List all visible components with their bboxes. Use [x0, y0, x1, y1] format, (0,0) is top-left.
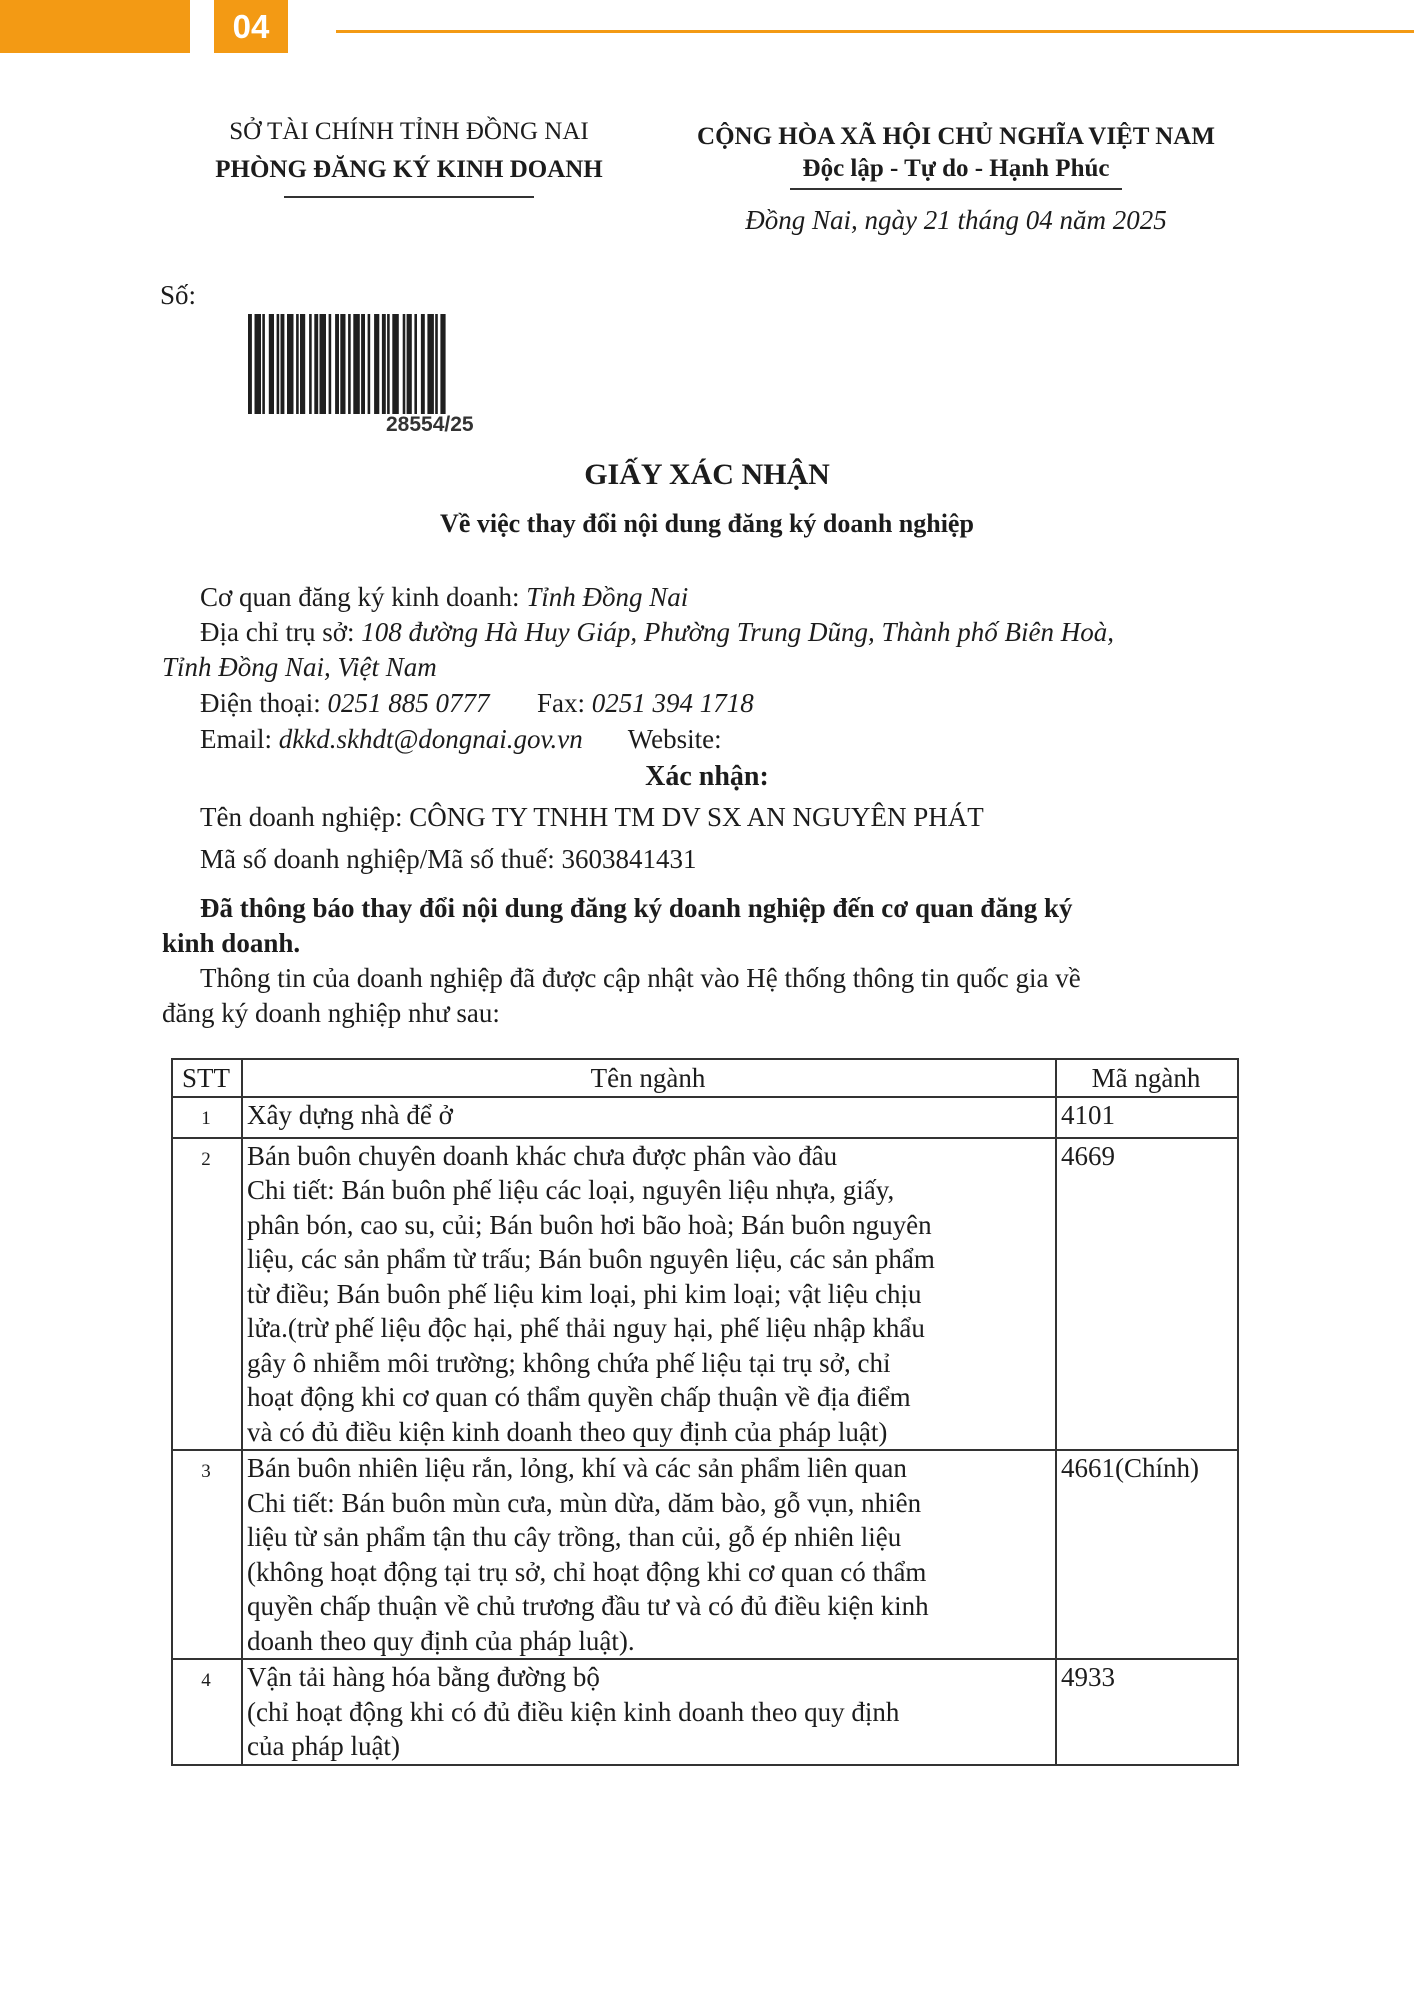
barcode-bar [382, 314, 386, 414]
row-industry-code: 4933 [1056, 1659, 1238, 1765]
issue-date: Đồng Nai, ngày 21 tháng 04 năm 2025 [745, 205, 1167, 235]
barcode-bar [348, 314, 351, 414]
industry-text-line: quyền chấp thuận về chủ trương đầu tư và có đủ điều kiện kinh [247, 1591, 929, 1621]
email-value: dkkd.skhdt@dongnai.gov.vn [278, 724, 583, 754]
row-industry-code: 4669 [1056, 1138, 1238, 1451]
agency-label: Cơ quan đăng ký kinh doanh: [200, 582, 520, 612]
barcode-bar [300, 314, 305, 414]
national-motto: Độc lập - Tự do - Hạnh Phúc [802, 155, 1110, 182]
agency-value: Tỉnh Đồng Nai [526, 582, 689, 612]
barcode-bar [287, 314, 294, 414]
industry-text-line: phân bón, cao su, củi; Bán buôn hơi bão hoà; Bán buôn nguyên [247, 1209, 932, 1240]
document-title: GIẤY XÁC NHẬN [584, 458, 830, 491]
address-label: Địa chỉ trụ sở: [200, 617, 355, 647]
phone-value: 0251 885 0777 [327, 688, 490, 718]
industry-text-line: Xây dựng nhà để ở [247, 1100, 453, 1130]
row-industry-name [242, 1138, 1056, 1451]
barcode-bar [353, 314, 360, 414]
barcode-bar [440, 314, 445, 414]
agency-name: SỞ TÀI CHÍNH TỈNH ĐỒNG NAI [229, 118, 589, 145]
col-header-name: Tên ngành [242, 1059, 1056, 1097]
barcode-bar [421, 314, 425, 414]
barcode-bar [435, 314, 438, 414]
country-name: CỘNG HÒA XÃ HỘI CHỦ NGHĨA VIỆT NAM [697, 123, 1215, 150]
phone-label: Điện thoại: [200, 688, 321, 718]
barcode-bar [281, 314, 285, 414]
industry-text-line: lửa.(trừ phế liệu độc hại, phế thải nguy hại, phế liệu nhập khẩu [247, 1313, 925, 1343]
notice-text: Đã thông báo thay đổi nội dung đăng ký doanh nghiệp đến cơ quan đăng ký [200, 893, 1073, 923]
barcode-bar [335, 314, 339, 414]
industry-text-line: của pháp luật) [247, 1731, 400, 1761]
confirmation-heading: Xác nhận: [645, 761, 769, 792]
barcode-bar [269, 314, 274, 414]
address-value-continued: Tỉnh Đồng Nai, Việt Nam [162, 652, 437, 682]
info-text-continued: đăng ký doanh nghiệp như sau: [162, 998, 500, 1028]
page-header-rule [336, 30, 1414, 33]
barcode-bar [309, 314, 312, 414]
barcode-bar [392, 314, 399, 414]
industry-text-line: doanh theo quy định của pháp luật). [247, 1625, 635, 1656]
table-header-row [172, 1059, 1238, 1097]
row-industry-name [242, 1097, 1056, 1138]
document-subtitle: Về việc thay đổi nội dung đăng ký doanh nghiệp [440, 509, 974, 538]
page-number-badge: 04 [214, 0, 288, 53]
row-industry-code: 4661(Chính) [1056, 1450, 1238, 1659]
barcode-bar [255, 314, 262, 414]
barcode-bar [374, 314, 379, 414]
barcode-bar [414, 314, 417, 414]
row-stt: 3 [172, 1450, 242, 1659]
email-line [200, 722, 722, 756]
agency-line [200, 580, 688, 614]
row-stt: 1 [172, 1097, 242, 1138]
barcode-bar [368, 314, 371, 414]
table-row [172, 1138, 1238, 1451]
industry-text-line: gây ô nhiễm môi trường; không chứa phế liệu tại trụ sở, chỉ [247, 1347, 891, 1378]
col-header-stt: STT [172, 1059, 242, 1097]
barcode-number: 28554/25 [386, 413, 474, 436]
barcode-bar [427, 314, 434, 414]
left-header-underline [284, 196, 534, 198]
barcode-bar [314, 314, 318, 414]
industry-text-line: từ điều; Bán buôn phế liệu kim loại, phi kim loại; vật liệu chịu [247, 1278, 922, 1309]
row-industry-code: 4101 [1056, 1097, 1238, 1138]
barcode-bar [277, 314, 280, 414]
doc-number-label: Số: [160, 280, 197, 310]
barcode-bar [361, 314, 365, 414]
industry-text-line: hoạt động khi cơ quan có thẩm quyền chấp thuận về địa điểm [247, 1382, 911, 1412]
info-text: Thông tin của doanh nghiệp đã được cập nhật vào Hệ thống thông tin quốc gia về [200, 963, 1081, 993]
industry-text-line: (không hoạt động tại trụ sở, chỉ hoạt động khi cơ quan có thẩm [247, 1556, 927, 1587]
industry-text-line: liệu, các sản phẩm từ trấu; Bán buôn nguyên liệu, các sản phẩm [247, 1244, 935, 1274]
industry-text-line: Vận tải hàng hóa bằng đường bộ [247, 1662, 600, 1692]
company-name: Tên doanh nghiệp: CÔNG TY TNHH TM DV SX AN NGUYÊN PHÁT [200, 802, 984, 832]
industry-text-line: liệu từ sản phẩm tận thu cây trồng, than củi, gỗ ép nhiên liệu [247, 1522, 902, 1552]
tax-code: Mã số doanh nghiệp/Mã số thuế: 3603841431 [200, 844, 697, 874]
fax-value: 0251 394 1718 [591, 688, 754, 718]
email-label: Email: [200, 724, 272, 754]
industry-text-line: Bán buôn nhiên liệu rắn, lỏng, khí và các sản phẩm liên quan [247, 1453, 907, 1483]
barcode-bar [296, 314, 299, 414]
table-row [172, 1097, 1238, 1138]
phone-line [200, 686, 754, 720]
industry-text-line: Chi tiết: Bán buôn phế liệu các loại, nguyên liệu nhựa, giấy, [247, 1175, 895, 1205]
barcode-bar [262, 314, 265, 414]
row-stt: 4 [172, 1659, 242, 1765]
industry-text-line: và có đủ điều kiện kinh doanh theo quy định của pháp luật) [247, 1416, 888, 1447]
row-industry-name [242, 1450, 1056, 1659]
notice-text-continued: kinh doanh. [162, 928, 301, 958]
address-line [200, 615, 1114, 649]
office-name: PHÒNG ĐĂNG KÝ KINH DOANH [215, 156, 603, 183]
row-industry-name [242, 1659, 1056, 1765]
fax-label: Fax: [536, 688, 585, 718]
barcode-bar [340, 314, 345, 414]
col-header-code: Mã ngành [1056, 1059, 1238, 1097]
page-tab-bar [0, 0, 190, 53]
industry-text-line: Bán buôn chuyên doanh khác chưa được phân vào đâu [247, 1140, 838, 1171]
barcode [248, 314, 630, 414]
table-row [172, 1450, 1238, 1659]
row-stt: 2 [172, 1138, 242, 1451]
barcode-bar [403, 314, 406, 414]
right-header-underline [790, 188, 1122, 190]
table-row [172, 1659, 1238, 1765]
address-value: 108 đường Hà Huy Giáp, Phường Trung Dũng, Thành phố Biên Hoà, [361, 617, 1115, 647]
barcode-bar [387, 314, 390, 414]
barcode-bar [320, 314, 327, 414]
barcode-bar [329, 314, 332, 414]
barcode-bar [407, 314, 412, 414]
barcode-bar [248, 314, 252, 414]
website-label: Website: [627, 724, 722, 754]
industry-text-line: (chỉ hoạt động khi có đủ điều kiện kinh doanh theo quy định [247, 1696, 900, 1727]
industry-text-line: Chi tiết: Bán buôn mùn cưa, mùn dừa, dăm bào, gỗ vụn, nhiên [247, 1487, 922, 1518]
industry-table [171, 1058, 1239, 1766]
